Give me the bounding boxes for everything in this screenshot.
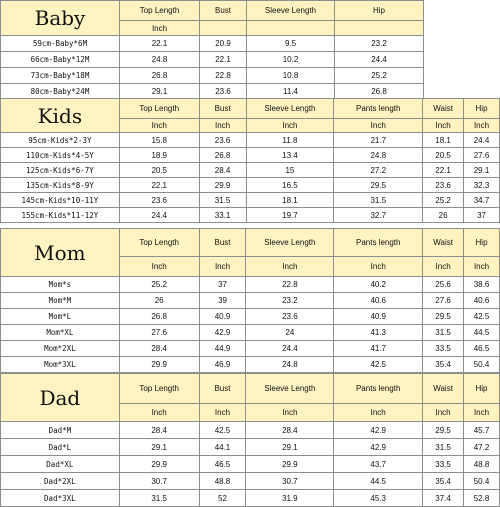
cell-value: 18.1 xyxy=(246,193,334,208)
cell-value: 22.1 xyxy=(120,36,200,52)
unit-label: Inch xyxy=(464,257,500,277)
cell-value: 35.4 xyxy=(423,357,464,373)
section-title-dad: Dad xyxy=(1,374,120,422)
unit-label: Inch xyxy=(199,257,246,277)
cell-value: 10.2 xyxy=(247,52,335,68)
cell-value: 40.9 xyxy=(334,309,423,325)
cell-value: 11.4 xyxy=(247,84,335,100)
cell-value: 37 xyxy=(199,277,246,293)
cell-value: 31.9 xyxy=(246,490,334,507)
cell-value: 16.5 xyxy=(246,178,334,193)
cell-value: 20.5 xyxy=(119,163,199,178)
cell-value: 29.5 xyxy=(423,422,464,439)
column-header: Top Length xyxy=(119,229,199,257)
cell-value: 31.5 xyxy=(119,490,199,507)
cell-value: 40.6 xyxy=(334,293,423,309)
cell-value: 24 xyxy=(246,325,334,341)
cell-value: 23.6 xyxy=(423,178,464,193)
cell-value: 42.9 xyxy=(334,439,423,456)
section-title-baby: Baby xyxy=(1,1,120,36)
column-header: Bust xyxy=(200,1,247,21)
cell-value: 37.4 xyxy=(423,490,464,507)
size-label: Mom*M xyxy=(1,293,120,309)
cell-value: 45.7 xyxy=(464,422,500,439)
column-header: Hip xyxy=(464,229,500,257)
cell-value: 29.1 xyxy=(120,84,200,100)
cell-value: 32.3 xyxy=(464,178,500,193)
cell-value: 25.2 xyxy=(423,193,464,208)
size-label: 66cm-Baby*12M xyxy=(1,52,120,68)
size-label: 73cm-Baby*18M xyxy=(1,68,120,84)
column-header: Bust xyxy=(199,229,246,257)
cell-value: 22.1 xyxy=(119,178,199,193)
cell-value: 46.5 xyxy=(199,456,246,473)
cell-value: 23.6 xyxy=(200,84,247,100)
unit-label: Inch xyxy=(423,119,464,133)
size-label: 110cm-Kids*4-5Y xyxy=(1,148,120,163)
cell-value: 21.7 xyxy=(334,133,423,148)
cell-value: 42.5 xyxy=(334,357,423,373)
cell-value: 40.6 xyxy=(464,293,500,309)
size-label: Mom*XL xyxy=(1,325,120,341)
column-header: Top Length xyxy=(119,374,199,404)
cell-value: 18.9 xyxy=(119,148,199,163)
cell-value: 24.8 xyxy=(246,357,334,373)
cell-value: 47.2 xyxy=(464,439,500,456)
cell-value: 22.1 xyxy=(423,163,464,178)
cell-value: 24.4 xyxy=(335,52,424,68)
cell-value: 42.9 xyxy=(199,325,246,341)
unit-label: Inch xyxy=(246,119,334,133)
cell-value: 24.8 xyxy=(334,148,423,163)
cell-value: 19.7 xyxy=(246,208,334,223)
size-label: Mom*L xyxy=(1,309,120,325)
unit-label: Inch xyxy=(199,404,246,422)
cell-value: 30.7 xyxy=(119,473,199,490)
cell-value: 50.4 xyxy=(464,357,500,373)
cell-value: 29.9 xyxy=(199,178,246,193)
unit-label: Inch xyxy=(119,119,199,133)
section-title-kids: Kids xyxy=(1,99,120,133)
cell-value: 27.6 xyxy=(423,293,464,309)
cell-value: 26.8 xyxy=(119,309,199,325)
size-label: 155cm-Kids*11-12Y xyxy=(1,208,120,223)
cell-value: 24.8 xyxy=(120,52,200,68)
cell-value: 23.6 xyxy=(199,133,246,148)
dad-size-table xyxy=(0,373,500,507)
unit-label: Inch xyxy=(334,119,423,133)
cell-value: 35.4 xyxy=(423,473,464,490)
cell-value: 26.8 xyxy=(120,68,200,84)
cell-value: 10.8 xyxy=(247,68,335,84)
column-header: Hip xyxy=(464,374,500,404)
cell-value: 42.9 xyxy=(334,422,423,439)
cell-value: 44.5 xyxy=(334,473,423,490)
cell-value: 29.1 xyxy=(246,439,334,456)
mom-size-table xyxy=(0,228,500,373)
cell-value: 27.6 xyxy=(464,148,500,163)
column-header: Bust xyxy=(199,99,246,119)
cell-value: 44.9 xyxy=(199,341,246,357)
size-label: Dad*XL xyxy=(1,456,120,473)
cell-value: 33.5 xyxy=(423,341,464,357)
cell-value: 31.5 xyxy=(423,325,464,341)
cell-value: 44.1 xyxy=(199,439,246,456)
cell-value: 29.1 xyxy=(119,439,199,456)
cell-value: 28.4 xyxy=(119,422,199,439)
cell-value: 20.5 xyxy=(423,148,464,163)
size-label: 59cm-Baby*6M xyxy=(1,36,120,52)
cell-value: 20.9 xyxy=(200,36,247,52)
cell-value: 42.5 xyxy=(464,309,500,325)
unit-label: Inch xyxy=(464,119,500,133)
cell-value: 25.2 xyxy=(119,277,199,293)
unit-label: Inch xyxy=(423,257,464,277)
cell-value: 25.6 xyxy=(423,277,464,293)
size-label: Mom*2XL xyxy=(1,341,120,357)
column-header: Sleeve Length xyxy=(247,1,335,21)
cell-value: 52.8 xyxy=(464,490,500,507)
cell-value: 25.2 xyxy=(335,68,424,84)
unit-label: Inch xyxy=(120,21,200,36)
cell-value: 29.5 xyxy=(334,178,423,193)
cell-value: 27.2 xyxy=(334,163,423,178)
cell-value: 23.6 xyxy=(246,309,334,325)
unit-label: Inch xyxy=(199,119,246,133)
cell-value: 44.5 xyxy=(464,325,500,341)
cell-value: 28.4 xyxy=(246,422,334,439)
cell-value: 9.5 xyxy=(247,36,335,52)
cell-value: 26.8 xyxy=(199,148,246,163)
cell-value: 48.8 xyxy=(199,473,246,490)
cell-value: 22.8 xyxy=(200,68,247,84)
cell-value: 28.4 xyxy=(119,341,199,357)
cell-value: 31.5 xyxy=(334,193,423,208)
cell-value: 23.6 xyxy=(119,193,199,208)
cell-value: 26 xyxy=(119,293,199,309)
column-header: Sleeve Length xyxy=(246,374,334,404)
size-label: Mom*3XL xyxy=(1,357,120,373)
column-header: Pants length xyxy=(334,99,423,119)
cell-value: 40.9 xyxy=(199,309,246,325)
unit-label: Inch xyxy=(334,257,423,277)
cell-value: 27.6 xyxy=(119,325,199,341)
size-label: Mom*s xyxy=(1,277,120,293)
unit-label: Inch xyxy=(334,404,423,422)
cell-value: 37 xyxy=(464,208,500,223)
cell-value: 29.1 xyxy=(464,163,500,178)
cell-value: 18.1 xyxy=(423,133,464,148)
unit-label: Inch xyxy=(246,404,334,422)
cell-value: 28.4 xyxy=(199,163,246,178)
section-title-mom: Mom xyxy=(1,229,120,277)
size-label: 95cm-Kids*2-3Y xyxy=(1,133,120,148)
unit-label: Inch xyxy=(246,257,334,277)
column-header: Waist xyxy=(423,374,464,404)
cell-value: 22.8 xyxy=(246,277,334,293)
unit-label: Inch xyxy=(119,257,199,277)
cell-value: 15.8 xyxy=(119,133,199,148)
column-header: Sleeve Length xyxy=(246,99,334,119)
size-label: Dad*3XL xyxy=(1,490,120,507)
column-header: Top Length xyxy=(120,1,200,21)
column-header: Bust xyxy=(199,374,246,404)
cell-value: 42.5 xyxy=(199,422,246,439)
cell-value: 32.7 xyxy=(334,208,423,223)
cell-value: 45.3 xyxy=(334,490,423,507)
cell-value: 41.3 xyxy=(334,325,423,341)
cell-value: 31.5 xyxy=(423,439,464,456)
column-header: Pants length xyxy=(334,374,423,404)
cell-value: 46.9 xyxy=(199,357,246,373)
cell-value: 29.9 xyxy=(119,456,199,473)
size-label: Dad*L xyxy=(1,439,120,456)
cell-value: 29.5 xyxy=(423,309,464,325)
column-header: Waist xyxy=(423,229,464,257)
cell-value: 33.1 xyxy=(199,208,246,223)
cell-value: 24.4 xyxy=(464,133,500,148)
unit-label: Inch xyxy=(464,404,500,422)
size-label: 135cm-Kids*8-9Y xyxy=(1,178,120,193)
cell-value: 38.6 xyxy=(464,277,500,293)
cell-value: 29.9 xyxy=(246,456,334,473)
size-label: Dad*2XL xyxy=(1,473,120,490)
cell-value: 30.7 xyxy=(246,473,334,490)
kids-size-table xyxy=(0,98,500,223)
column-header: Pants length xyxy=(334,229,423,257)
cell-value: 24.4 xyxy=(246,341,334,357)
unit-label: Inch xyxy=(423,404,464,422)
cell-value: 23.2 xyxy=(335,36,424,52)
baby-size-table xyxy=(0,0,424,100)
size-label: 145cm-Kids*10-11Y xyxy=(1,193,120,208)
cell-value: 26 xyxy=(423,208,464,223)
size-label: 80cm-Baby*24M xyxy=(1,84,120,100)
cell-value: 31.5 xyxy=(199,193,246,208)
column-header: Sleeve Length xyxy=(246,229,334,257)
cell-value: 39 xyxy=(199,293,246,309)
cell-value: 29.9 xyxy=(119,357,199,373)
cell-value: 50.4 xyxy=(464,473,500,490)
size-label: 125cm-Kids*6-7Y xyxy=(1,163,120,178)
unit-label: Inch xyxy=(119,404,199,422)
column-header: Hip xyxy=(335,1,424,21)
column-header: Top Length xyxy=(119,99,199,119)
column-header: Hip xyxy=(464,99,500,119)
cell-value: 26.8 xyxy=(335,84,424,100)
cell-value: 40.2 xyxy=(334,277,423,293)
cell-value: 33.5 xyxy=(423,456,464,473)
cell-value: 43.7 xyxy=(334,456,423,473)
cell-value: 15 xyxy=(246,163,334,178)
cell-value: 46.5 xyxy=(464,341,500,357)
cell-value: 52 xyxy=(199,490,246,507)
size-label: Dad*M xyxy=(1,422,120,439)
cell-value: 48.8 xyxy=(464,456,500,473)
cell-value: 11.8 xyxy=(246,133,334,148)
cell-value: 41.7 xyxy=(334,341,423,357)
cell-value: 34.7 xyxy=(464,193,500,208)
cell-value: 23.2 xyxy=(246,293,334,309)
cell-value: 13.4 xyxy=(246,148,334,163)
cell-value: 22.1 xyxy=(200,52,247,68)
column-header: Waist xyxy=(423,99,464,119)
cell-value: 24.4 xyxy=(119,208,199,223)
